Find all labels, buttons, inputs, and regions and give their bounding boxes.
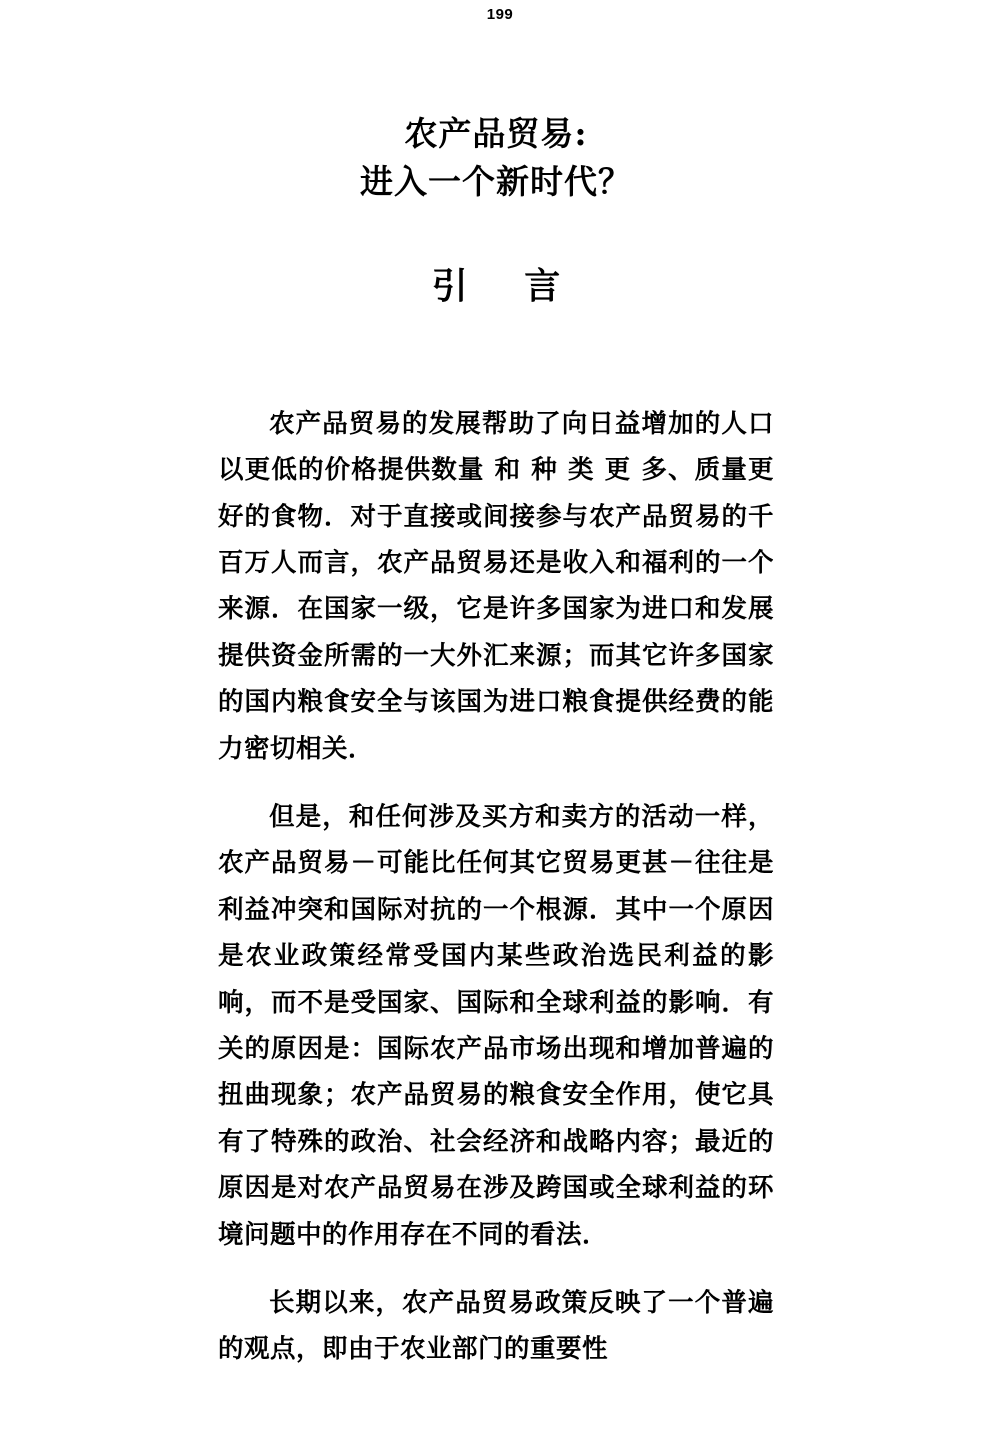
section-heading: 引 言 (431, 264, 583, 307)
paragraph: 但是，和任何涉及买方和卖方的活动一样，农产品贸易－可能比任何其它贸易更甚－往往是利益冲突和国际对抗的一个根源．其中一个原因是农业政策经常受国内某些政治选民利益的影响，而不是受国家、国际和全球利益的影响．有关的原因是：国际农产品市场出现和增加普遍的扭曲现象；农产品贸易的粮食安全作用，使它具有了特殊的政治、社会经济和战略内容；最近的原因是对农产品贸易在涉及跨国或全球利益的环境问题中的作用存在不同的看法． (218, 801, 774, 1250)
page-number: 199 (486, 6, 514, 23)
page-title (218, 110, 774, 206)
body-text (218, 401, 774, 1373)
paragraph: 农产品贸易的发展帮助了向日益增加的人口以更低的价格提供数量 和 种 类 更 多、质量更好的食物．对于直接或间接参与农产品贸易的千百万人而言，农产品贸易还是收入和福利的一个来源．在国家一级，它是许多国家为进口和发展提供资金所需的一大外汇来源；而其它许多国家的国内粮食安全与该国为进口粮食提供经费的能力密切相关． (218, 408, 774, 764)
page-content (218, 110, 774, 1373)
title-line-2: 进入一个新时代？ (360, 161, 632, 201)
title-line-1: 农产品贸易: (404, 114, 588, 153)
paragraph: 长期以来，农产品贸易政策反映了一个普遍的观点，即由于农业部门的重要性 (218, 1288, 774, 1365)
